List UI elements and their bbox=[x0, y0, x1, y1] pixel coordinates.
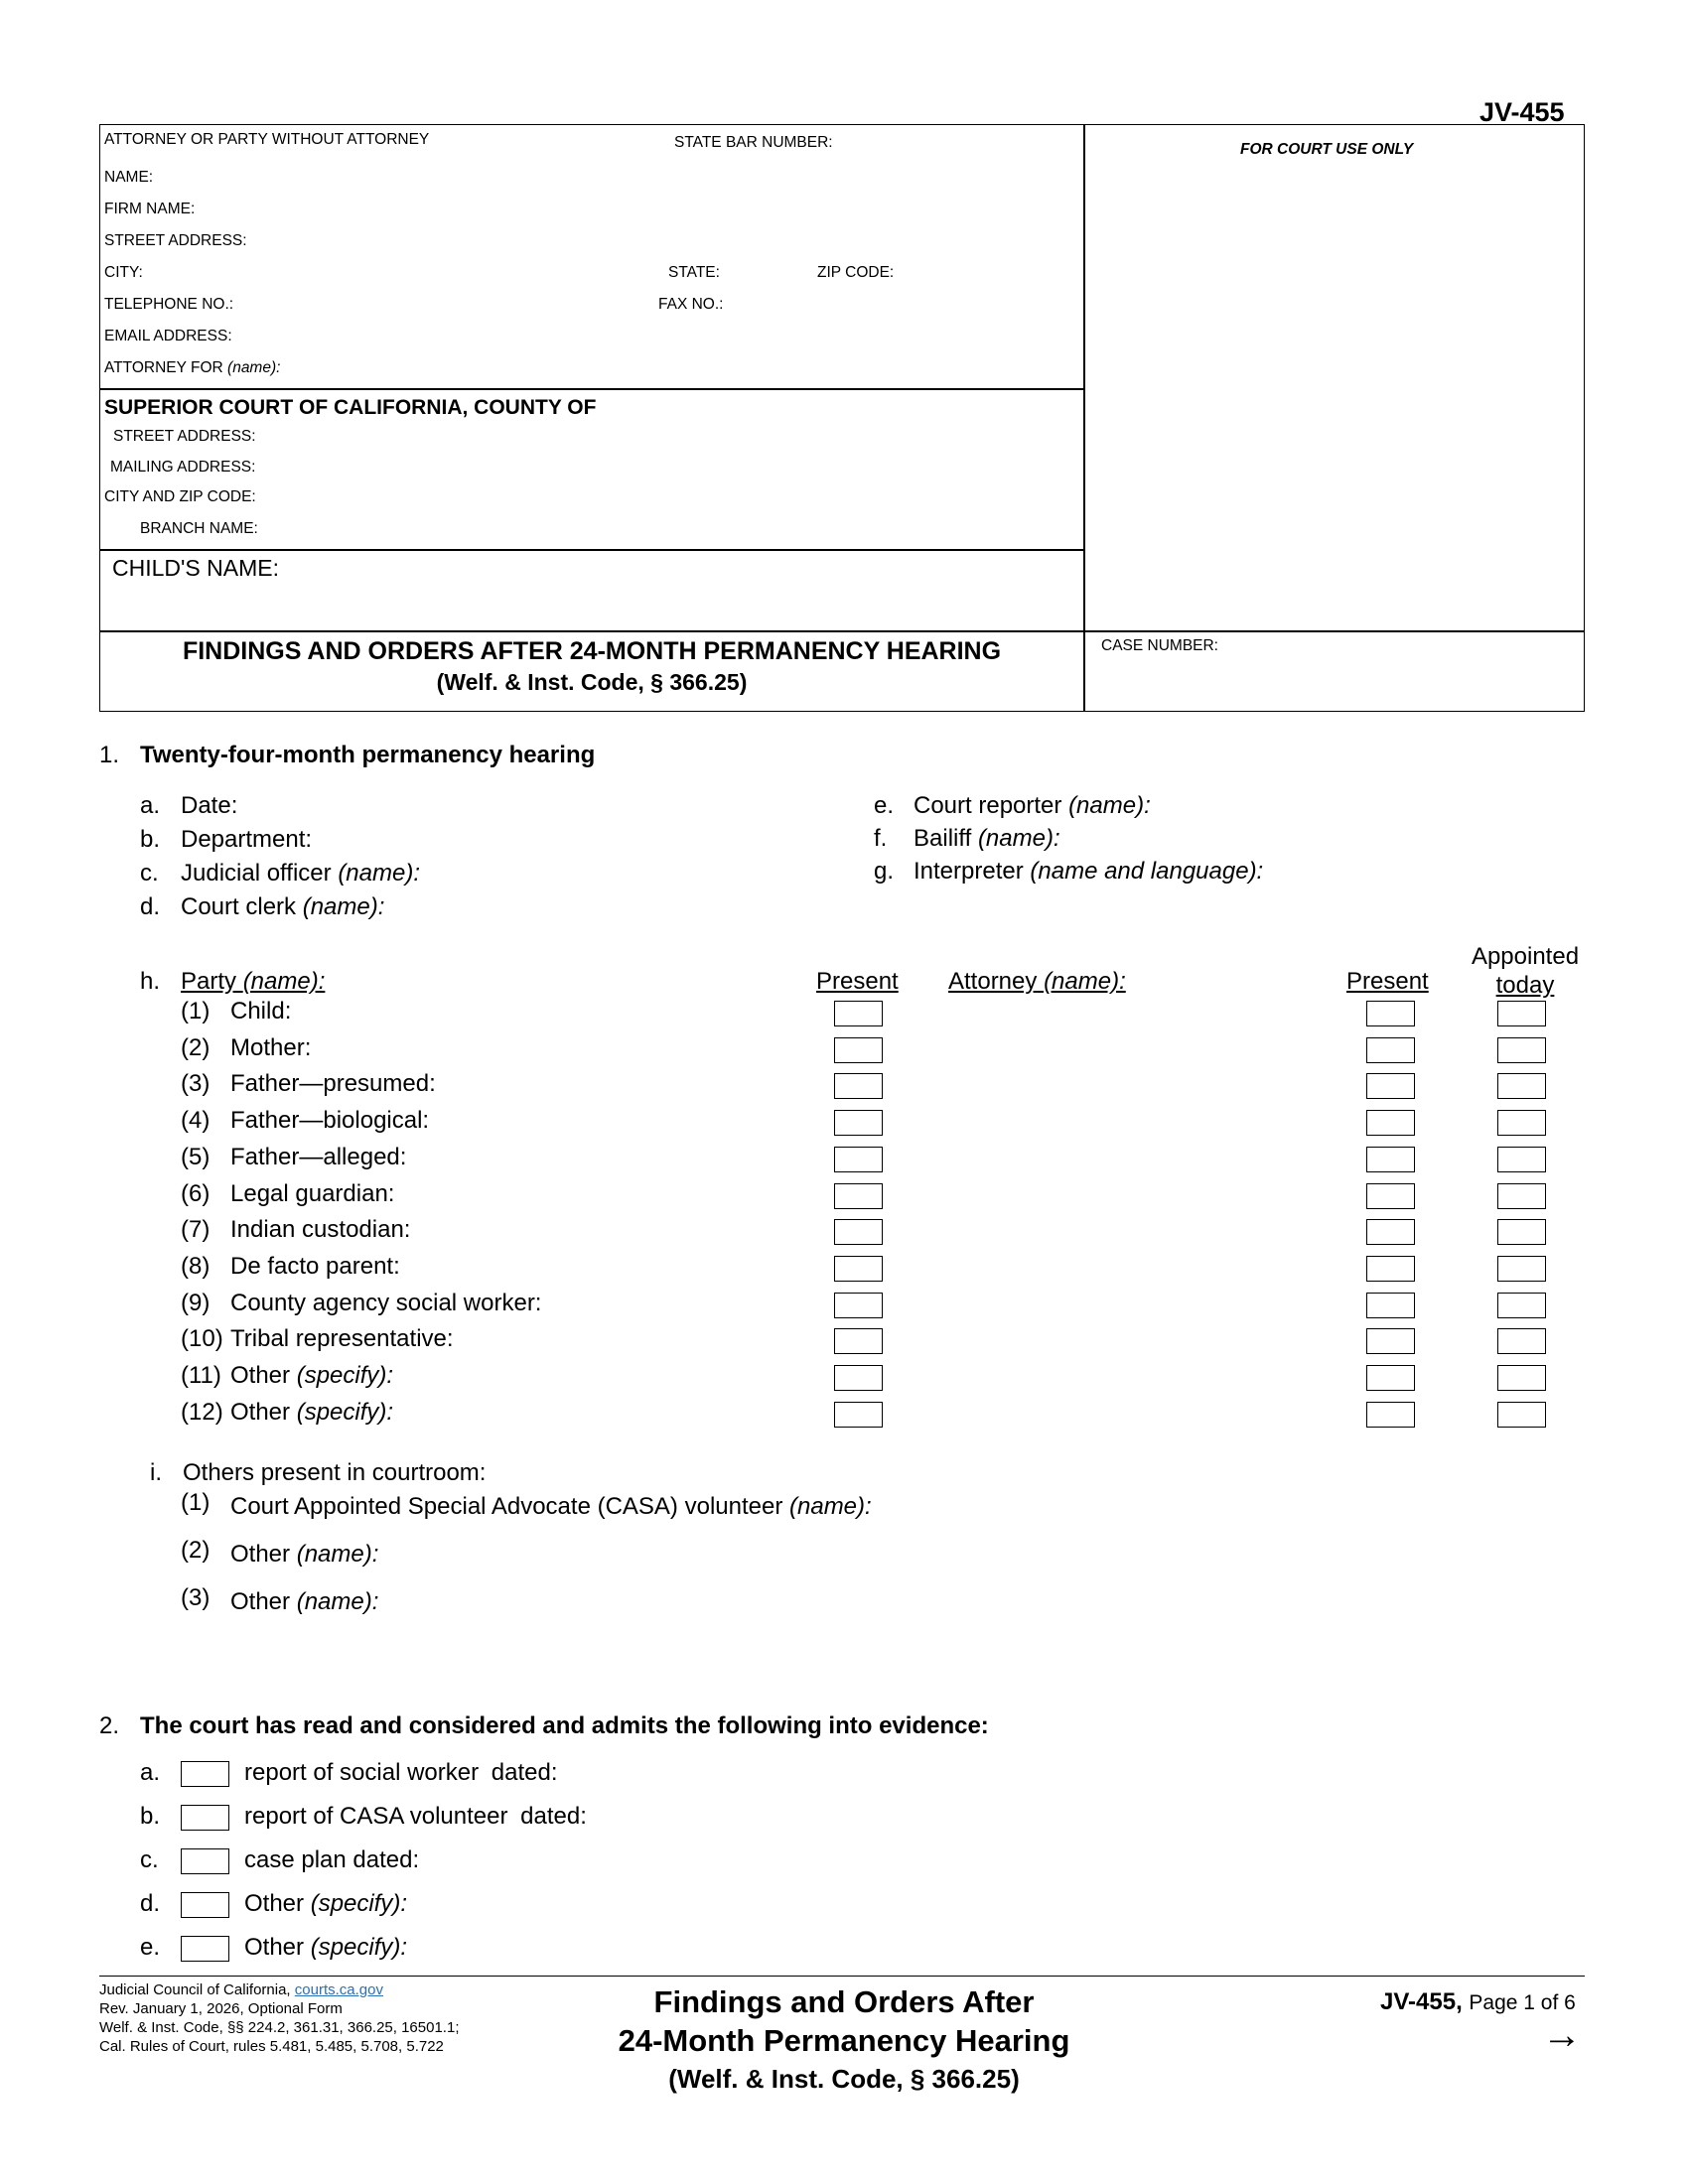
party-present-checkbox[interactable] bbox=[834, 1402, 883, 1428]
caption-divider-3 bbox=[100, 630, 1584, 632]
item-b-text: Department: bbox=[181, 826, 313, 853]
party-number: (10) bbox=[181, 1325, 223, 1353]
evidence-a-checkbox[interactable] bbox=[181, 1761, 229, 1787]
evidence-b-text: report of CASA volunteer bbox=[244, 1803, 508, 1830]
item-e-letter: e. bbox=[874, 792, 895, 819]
party-label-text: Other bbox=[230, 1362, 291, 1389]
evidence-d-text: Other bbox=[244, 1890, 305, 1917]
appointed-today-checkbox[interactable] bbox=[1497, 1219, 1546, 1245]
others-title: Others present in courtroom: bbox=[183, 1459, 487, 1486]
appointed-today-checkbox[interactable] bbox=[1497, 1328, 1546, 1354]
party-label bbox=[230, 1216, 410, 1244]
item-a-text: Date: bbox=[181, 792, 238, 819]
attorney-for-label: ATTORNEY FOR (name): bbox=[104, 359, 281, 376]
party-present-checkbox[interactable] bbox=[834, 1293, 883, 1318]
party-label-text: County agency social worker: bbox=[230, 1289, 542, 1316]
state-label: STATE: bbox=[668, 264, 720, 281]
others-number: (3) bbox=[181, 1584, 211, 1611]
party-label bbox=[230, 1070, 436, 1098]
branch-name-label: BRANCH NAME: bbox=[140, 520, 258, 537]
form-title: FINDINGS AND ORDERS AFTER 24-MONTH PERMANENCY HEARING (Welf. & Inst. Code, § 366.25) bbox=[182, 637, 1002, 695]
party-label bbox=[230, 1107, 429, 1135]
party-label-text: Mother: bbox=[230, 1033, 312, 1061]
party-label bbox=[230, 1290, 541, 1317]
case-number-label: CASE NUMBER: bbox=[1101, 637, 1218, 654]
evidence-b-label bbox=[244, 1803, 587, 1831]
party-label-text: Indian custodian: bbox=[230, 1216, 411, 1244]
section1-number: 1. bbox=[99, 742, 120, 768]
item-g-italic: (name and language): bbox=[1030, 858, 1264, 885]
state-bar-label: STATE BAR NUMBER: bbox=[674, 134, 833, 151]
attorney-present-checkbox[interactable] bbox=[1366, 1402, 1415, 1428]
others-label bbox=[230, 1541, 378, 1569]
appointed-today-checkbox[interactable] bbox=[1497, 1110, 1546, 1136]
item-e bbox=[914, 792, 1151, 820]
party-label bbox=[230, 1325, 454, 1353]
party-label-text: Father—biological: bbox=[230, 1107, 430, 1135]
item-c bbox=[181, 860, 420, 887]
item-e-text: Court reporter bbox=[914, 792, 1062, 819]
party-label-text: Tribal representative: bbox=[230, 1325, 454, 1353]
footer-page: JV-455, Page 1 of 6 bbox=[1380, 1988, 1576, 2015]
attorney-present-checkbox[interactable] bbox=[1366, 1147, 1415, 1172]
party-present-checkbox[interactable] bbox=[834, 1219, 883, 1245]
city-zip-label: CITY AND ZIP CODE: bbox=[104, 488, 256, 505]
section2-title: The court has read and considered and admits the following into evidence: bbox=[140, 1712, 989, 1739]
party-number: (6) bbox=[181, 1179, 211, 1207]
item-f bbox=[914, 825, 1060, 853]
item-f-letter: f. bbox=[874, 825, 888, 852]
attorney-present-checkbox[interactable] bbox=[1366, 1073, 1415, 1099]
party-label-text: De facto parent: bbox=[230, 1252, 400, 1280]
party-label-italic: (specify): bbox=[296, 1398, 394, 1426]
evidence-c-letter: c. bbox=[140, 1846, 159, 1873]
court-header: SUPERIOR COURT OF CALIFORNIA, COUNTY OF bbox=[104, 396, 597, 419]
caption-divider-2 bbox=[100, 549, 1083, 551]
party-label-text: Legal guardian: bbox=[230, 1179, 395, 1207]
evidence-a-text: report of social worker bbox=[244, 1759, 480, 1786]
evidence-c-text: case plan dated: bbox=[244, 1846, 420, 1873]
courts-link[interactable]: courts.ca.gov bbox=[294, 1981, 383, 1998]
rules-citation: Cal. Rules of Court, rules 5.481, 5.485, 5.708, 5.722 bbox=[99, 2038, 444, 2055]
party-label bbox=[230, 1362, 393, 1390]
attorney-present-checkbox[interactable] bbox=[1366, 1219, 1415, 1245]
party-label-text: Father—presumed: bbox=[230, 1070, 436, 1098]
others-label-italic: (name): bbox=[296, 1588, 379, 1615]
others-label-text: Other bbox=[230, 1541, 291, 1568]
present-header: Present bbox=[816, 968, 899, 995]
party-number: (11) bbox=[181, 1362, 221, 1389]
attorney-header-col: Attorney (name): bbox=[948, 968, 1126, 995]
evidence-e-label bbox=[244, 1934, 413, 1962]
item-b bbox=[181, 826, 312, 854]
item-d-letter: d. bbox=[140, 893, 161, 920]
present2-header: Present bbox=[1346, 968, 1429, 995]
party-label bbox=[230, 1034, 311, 1062]
revision-date: Rev. January 1, 2026, Optional Form bbox=[99, 2000, 343, 2017]
appointed-today-checkbox[interactable] bbox=[1497, 1365, 1546, 1391]
party-present-checkbox[interactable] bbox=[834, 1328, 883, 1354]
party-label-text: Other bbox=[230, 1398, 291, 1426]
party-label-italic: (specify): bbox=[296, 1362, 394, 1389]
others-label-italic: (name): bbox=[296, 1541, 379, 1568]
council-name: Judicial Council of California, bbox=[99, 1981, 291, 1998]
code-citation: Welf. & Inst. Code, §§ 224.2, 361.31, 366.25, 16501.1; bbox=[99, 2019, 460, 2036]
party-label bbox=[230, 1180, 394, 1208]
item-a-letter: a. bbox=[140, 792, 161, 819]
evidence-e-checkbox[interactable] bbox=[181, 1936, 229, 1962]
party-label bbox=[230, 1144, 406, 1171]
party-present-checkbox[interactable] bbox=[834, 1183, 883, 1209]
evidence-d-italic: (specify): bbox=[310, 1890, 408, 1917]
others-number: (2) bbox=[181, 1537, 211, 1564]
appointed-today-checkbox[interactable] bbox=[1497, 1256, 1546, 1282]
for-court-use-label: FOR COURT USE ONLY bbox=[1240, 141, 1414, 158]
attorney-present-checkbox[interactable] bbox=[1366, 1001, 1415, 1026]
footer-title: Findings and Orders After 24-Month Permanency Hearing (Welf. & Inst. Code, § 366.25) bbox=[618, 1984, 1070, 2094]
party-number: (5) bbox=[181, 1143, 211, 1170]
caption-divider-vertical bbox=[1083, 125, 1085, 711]
item-g bbox=[914, 858, 1263, 886]
evidence-c-checkbox[interactable] bbox=[181, 1848, 229, 1874]
item-c-text: Judicial officer bbox=[181, 860, 332, 887]
party-number: (4) bbox=[181, 1107, 211, 1135]
others-label-text: Other bbox=[230, 1588, 291, 1615]
evidence-d-label bbox=[244, 1890, 413, 1918]
attorney-present-checkbox[interactable] bbox=[1366, 1365, 1415, 1391]
item-c-letter: c. bbox=[140, 860, 159, 887]
item-d bbox=[181, 893, 384, 921]
fax-label: FAX NO.: bbox=[658, 296, 724, 313]
evidence-e-text: Other bbox=[244, 1934, 305, 1961]
party-label bbox=[230, 1253, 400, 1281]
evidence-d-letter: d. bbox=[140, 1890, 161, 1917]
party-present-checkbox[interactable] bbox=[834, 1147, 883, 1172]
others-label-italic: (name): bbox=[789, 1493, 872, 1520]
evidence-d-checkbox[interactable] bbox=[181, 1892, 229, 1918]
evidence-b-checkbox[interactable] bbox=[181, 1805, 229, 1831]
i-letter: i. bbox=[150, 1459, 162, 1486]
evidence-c-label bbox=[244, 1846, 425, 1874]
court-street-label: STREET ADDRESS: bbox=[113, 428, 256, 445]
item-e-italic: (name): bbox=[1068, 792, 1151, 819]
evidence-e-letter: e. bbox=[140, 1934, 161, 1961]
city-label: CITY: bbox=[104, 264, 143, 281]
item-g-letter: g. bbox=[874, 858, 895, 885]
party-label bbox=[230, 998, 291, 1025]
attorney-present-checkbox[interactable] bbox=[1366, 1037, 1415, 1063]
name-label: NAME: bbox=[104, 169, 154, 186]
h-letter: h. bbox=[140, 968, 161, 995]
caption-divider-1 bbox=[100, 388, 1083, 390]
appointed-header: Appointed today bbox=[1471, 943, 1580, 999]
appointed-today-checkbox[interactable] bbox=[1497, 1183, 1546, 1209]
evidence-a-suffix: dated: bbox=[491, 1759, 558, 1786]
caption-box bbox=[99, 124, 1585, 712]
party-present-checkbox[interactable] bbox=[834, 1037, 883, 1063]
attorney-present-checkbox[interactable] bbox=[1366, 1183, 1415, 1209]
party-number: (9) bbox=[181, 1289, 211, 1316]
item-b-letter: b. bbox=[140, 826, 161, 853]
evidence-a-label bbox=[244, 1759, 558, 1787]
attorney-present-checkbox[interactable] bbox=[1366, 1256, 1415, 1282]
appointed-today-checkbox[interactable] bbox=[1497, 1293, 1546, 1318]
zip-label: ZIP CODE: bbox=[817, 264, 895, 281]
firm-name-label: FIRM NAME: bbox=[104, 201, 196, 217]
evidence-b-letter: b. bbox=[140, 1803, 161, 1830]
item-c-italic: (name): bbox=[338, 860, 420, 887]
item-g-text: Interpreter bbox=[914, 858, 1024, 885]
party-label bbox=[230, 1399, 393, 1427]
party-number: (7) bbox=[181, 1216, 211, 1244]
party-present-checkbox[interactable] bbox=[834, 1365, 883, 1391]
others-label bbox=[230, 1493, 872, 1521]
appointed-today-checkbox[interactable] bbox=[1497, 1073, 1546, 1099]
attorney-present-checkbox[interactable] bbox=[1366, 1293, 1415, 1318]
attorney-present-checkbox[interactable] bbox=[1366, 1328, 1415, 1354]
item-f-italic: (name): bbox=[977, 825, 1060, 852]
item-a bbox=[181, 792, 237, 820]
evidence-b-suffix: dated: bbox=[520, 1803, 587, 1830]
others-number: (1) bbox=[181, 1489, 211, 1516]
party-present-checkbox[interactable] bbox=[834, 1256, 883, 1282]
appointed-today-checkbox[interactable] bbox=[1497, 1001, 1546, 1026]
attorney-header: ATTORNEY OR PARTY WITHOUT ATTORNEY bbox=[104, 131, 430, 148]
footer-citation bbox=[99, 1980, 459, 2056]
party-number: (8) bbox=[181, 1252, 211, 1280]
item-d-text: Court clerk bbox=[181, 893, 297, 920]
item-f-text: Bailiff bbox=[914, 825, 972, 852]
others-label bbox=[230, 1588, 378, 1616]
party-number: (3) bbox=[181, 1070, 211, 1098]
appointed-today-checkbox[interactable] bbox=[1497, 1147, 1546, 1172]
street-address-label: STREET ADDRESS: bbox=[104, 232, 247, 249]
others-label-text: Court Appointed Special Advocate (CASA) volunteer bbox=[230, 1493, 783, 1520]
attorney-present-checkbox[interactable] bbox=[1366, 1110, 1415, 1136]
next-page-arrow-icon[interactable]: → bbox=[1542, 2013, 1582, 2057]
mailing-address-label: MAILING ADDRESS: bbox=[110, 459, 256, 476]
childs-name-label: CHILD'S NAME: bbox=[112, 555, 279, 581]
party-label-text: Father—alleged: bbox=[230, 1143, 407, 1170]
item-d-italic: (name): bbox=[302, 893, 385, 920]
footer-rule bbox=[99, 1976, 1585, 1977]
party-present-checkbox[interactable] bbox=[834, 1073, 883, 1099]
appointed-today-checkbox[interactable] bbox=[1497, 1402, 1546, 1428]
section1-title: Twenty-four-month permanency hearing bbox=[140, 742, 596, 768]
party-label-text: Child: bbox=[230, 998, 292, 1024]
party-present-checkbox[interactable] bbox=[834, 1110, 883, 1136]
party-number: (1) bbox=[181, 998, 211, 1024]
party-number: (2) bbox=[181, 1033, 211, 1061]
appointed-today-checkbox[interactable] bbox=[1497, 1037, 1546, 1063]
email-label: EMAIL ADDRESS: bbox=[104, 328, 232, 344]
form-number: JV-455 bbox=[1479, 97, 1565, 127]
telephone-label: TELEPHONE NO.: bbox=[104, 296, 234, 313]
section2-number: 2. bbox=[99, 1712, 120, 1739]
evidence-e-italic: (specify): bbox=[310, 1934, 408, 1961]
party-number: (12) bbox=[181, 1398, 223, 1426]
evidence-a-letter: a. bbox=[140, 1759, 161, 1786]
party-present-checkbox[interactable] bbox=[834, 1001, 883, 1026]
party-header: Party (name): bbox=[181, 968, 326, 995]
